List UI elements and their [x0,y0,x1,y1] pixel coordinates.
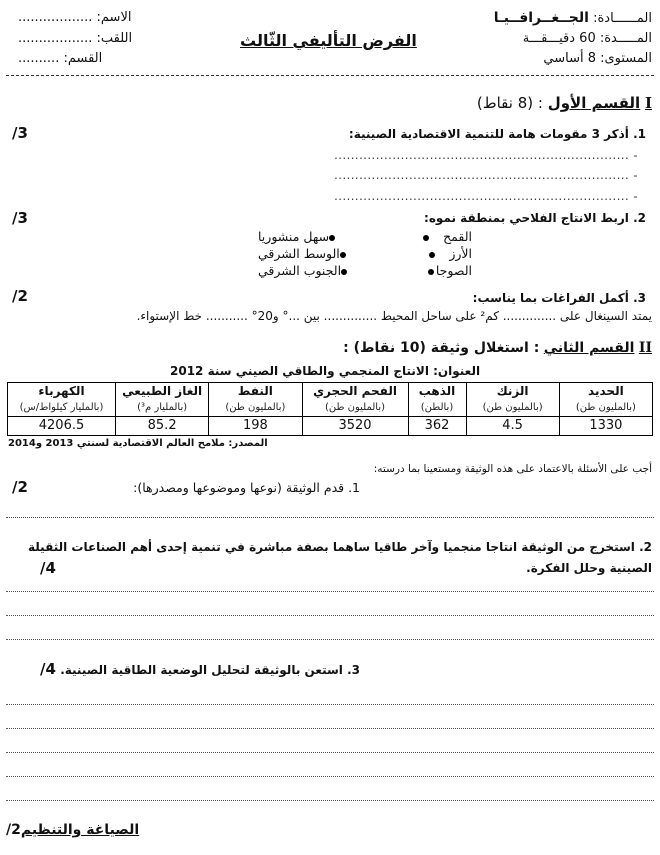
presentation-mark: /2 [6,822,21,838]
part2-heading [343,340,652,356]
col-header: الذهب [408,383,466,400]
unit-cell: (بالمليون طن) [559,400,652,417]
answer-line[interactable]: - ....................................................................... [334,168,638,182]
answer-line[interactable] [6,776,654,777]
product-item: الأرز [429,246,472,261]
exam-title: الفرض التأليفي الثّالث [240,31,417,50]
answer-line[interactable] [6,704,654,705]
part1-q2: 2. اربط الانتاج الفلاحي بمنطقة نموه: [424,211,646,225]
value-cell: 85.2 [116,417,209,436]
part2-q2-line1: 2. استخرج من الوثيقة انتاجا منجميا وآخر طاقيا ساهما بصفة مباشرة في تنمية إحدى أهم الصناعات الثقيلة [28,540,652,554]
fill-blank-sentence[interactable]: يمتد السينغال على .............. كم² على ساحل المحيط .............. بين ...° و20° ........... خط الإستواء. [136,309,652,323]
surname-field[interactable]: اللقب: .................. [18,31,133,46]
header-separator [6,75,654,76]
part1-q1-mark: /3 [12,124,28,142]
value-cell: 1330 [559,417,652,436]
part2-intro: أجب على الأسئلة بالاعتماد على هذه الوثيقة ومستعينا بما درسته: [373,463,652,475]
region-item: الجنوب الشرقي [258,263,347,278]
part2-subtitle: : استغلال وثيقة (10 نقاط) : [343,340,540,356]
production-table [7,382,653,436]
part2-numeral: II [638,340,652,356]
part2-q3-mark: /4 [40,660,56,678]
col-header: الفحم الحجري [302,383,408,400]
class-field[interactable]: القسم: .......... [18,51,103,66]
presentation-score [6,822,139,838]
duration: المـــــدة: 60 دقيـــقـــة [522,31,652,46]
bullet-dot[interactable] [341,269,347,275]
part1-points: : (8 نقاط) [476,94,543,112]
unit-cell: (بالمليون طن) [302,400,408,417]
unit-cell: (بالمليار م³) [116,400,209,417]
unit-cell: (بالطن) [408,400,466,417]
product-item: القمح [423,229,472,244]
bullet-dot[interactable] [329,235,335,241]
unit-cell: (بالمليار كيلواط/س) [8,400,116,417]
part1-numeral: I [644,94,652,112]
col-header: الزنك [466,383,559,400]
answer-line[interactable] [6,800,654,801]
answer-line[interactable]: - ....................................................................... [334,148,638,162]
subject-value: الجــغــرافــيـا [493,10,589,26]
part1-q2-mark: /3 [12,209,28,227]
bullet-dot[interactable] [340,252,346,258]
part2-title: القسم الثاني [543,340,635,356]
product-item: الصوجا [428,263,472,278]
subject-label: المــــــادة: [593,11,652,26]
bullet-dot[interactable] [423,235,429,241]
name-field[interactable]: الاسم: .................. [18,10,132,25]
part1-title: القسم الأول [547,94,641,112]
region-item: سهل منشوريا [258,229,335,244]
part2-q2-line2: الصينية وحلل الفكرة. [526,561,652,575]
col-header: الحديد [559,383,652,400]
part1-q1: 1. أذكر 3 مقومات هامة للتنمية الاقتصادية الصينية: [348,127,646,141]
col-header: الكهرباء [8,383,116,400]
document-source: المصدر: ملامح العالم الاقتصادية لسنتي 2013 و2014 [8,438,268,449]
value-cell: 198 [209,417,302,436]
document-title: العنوان: الانتاج المنجمي والطاقي الصيني سنة 2012 [170,364,481,378]
subject-line [494,10,652,26]
unit-cell: (بالمليون طن) [209,400,302,417]
value-cell: 4206.5 [8,417,116,436]
part2-q3: 3. استعن بالوثيقة لتحليل الوضعية الطاقية الصينية. [60,663,360,677]
part1-heading [477,94,652,112]
answer-line[interactable] [6,517,654,518]
presentation-label: الصياغة والتنظيم [20,822,140,838]
unit-cell: (بالمليون طن) [466,400,559,417]
value-cell: 3520 [302,417,408,436]
answer-line[interactable] [6,615,654,616]
part1-q3: 3. أكمل الفراغات بما يناسب: [472,291,646,305]
part2-q1-mark: /2 [12,478,28,496]
part2-q2-mark: /4 [40,559,56,577]
answer-line[interactable] [6,728,654,729]
col-header: الغاز الطبيعي [116,383,209,400]
answer-line[interactable]: - ....................................................................... [334,189,638,203]
level: المستوى: 8 أساسي [543,51,652,66]
value-cell: 4.5 [466,417,559,436]
bullet-dot[interactable] [428,269,434,275]
answer-line[interactable] [6,639,654,640]
answer-line[interactable] [6,591,654,592]
col-header: النفط [209,383,302,400]
answer-line[interactable] [6,752,654,753]
value-cell: 362 [408,417,466,436]
region-item: الوسط الشرقي [258,246,346,261]
part1-q3-mark: /2 [12,287,28,305]
bullet-dot[interactable] [429,252,435,258]
part2-q1: 1. قدم الوثيقة (نوعها وموضوعها ومصدرها): [133,480,360,495]
